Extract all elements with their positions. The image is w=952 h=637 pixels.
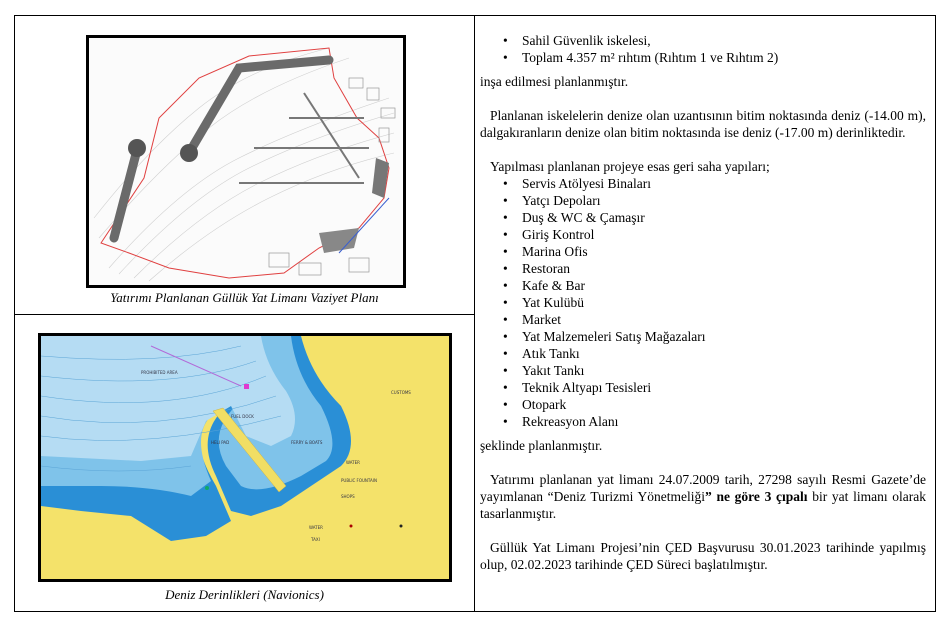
paragraph: şeklinde planlanmıştır. (480, 438, 603, 453)
map-label: CUSTOMS (391, 390, 411, 395)
text-span: Yatırımı planlanan yat limanı 24.07.2009 tarih, 27298 sayılı Resmi Gazete’de yayımlanan “Deniz Turizmi Yönetmeliği (480, 472, 926, 504)
list-item: • Yatçı Depoları (522, 192, 926, 209)
list-item: • Market (522, 311, 926, 328)
site-plan-caption: Yatırımı Planlanan Güllük Yat Limanı Vaziyet Planı (110, 290, 379, 305)
bold-span: ” ne göre (705, 489, 765, 504)
list-item: • Kafe & Bar (522, 277, 926, 294)
list-item: • Giriş Kontrol (522, 226, 926, 243)
map-label: FUEL DOCK (231, 414, 254, 419)
paragraph (480, 471, 926, 522)
list-item: • Yakıt Tankı (522, 362, 926, 379)
map-label: HELI PAD (211, 440, 230, 445)
list-item: • Marina Ofis (522, 243, 926, 260)
facilities-list (480, 175, 926, 430)
structures-list (480, 32, 926, 66)
list-item: • Servis Atölyesi Binaları (522, 175, 926, 192)
paragraph: Yapılması planlanan projeye esas geri saha yapıları; (490, 159, 770, 174)
bold-span: 3 çıpalı (764, 489, 808, 504)
map-label: WATER (309, 525, 323, 530)
map-label: TAXI (311, 537, 320, 542)
list-item: • Teknik Altyapı Tesisleri (522, 379, 926, 396)
list-item: • Yat Malzemeleri Satış Mağazaları (522, 328, 926, 345)
map-label: WATER (346, 460, 360, 465)
depth-map-caption: Deniz Derinlikleri (Navionics) (165, 587, 324, 602)
map-label: FERRY & BOATS (291, 440, 323, 445)
list-item: • Otopark (522, 396, 926, 413)
site-plan-image (86, 35, 406, 288)
paragraph: Planlanan iskelelerin denize olan uzantısının bitim noktasında deniz (-14.00 m), dalgakıranların denize olan bitim noktasında ise deniz (-17.00 m) derinliktedir. (480, 108, 926, 140)
paragraph: Güllük Yat Limanı Projesi’nin ÇED Başvurusu 30.01.2023 tarihinde yapılmış olup, 02.02.2023 tarihinde ÇED Süreci başlatılmıştır. (480, 540, 926, 572)
text-span: bir yat limanı olarak tasarlanmıştır. (480, 489, 926, 521)
list-item: • Restoran (522, 260, 926, 277)
list-item: • Yat Kulübü (522, 294, 926, 311)
list-item: • Atık Tankı (522, 345, 926, 362)
map-label: PUBLIC FOUNTAIN (341, 478, 377, 483)
list-item: • Sahil Güvenlik iskelesi, (522, 32, 926, 49)
paragraph: inşa edilmesi planlanmıştır. (480, 74, 629, 89)
list-item: • Toplam 4.357 m² rıhtım (Rıhtım 1 ve Rıhtım 2) (522, 49, 926, 66)
right-column-text (480, 32, 926, 573)
list-item: • Duş & WC & Çamaşır (522, 209, 926, 226)
map-label: SHOPS (341, 494, 355, 499)
list-item: • Rekreasyon Alanı (522, 413, 926, 430)
row-divider (14, 314, 475, 315)
depth-map-image (38, 333, 452, 582)
map-label: PROHIBITED AREA (141, 370, 178, 375)
